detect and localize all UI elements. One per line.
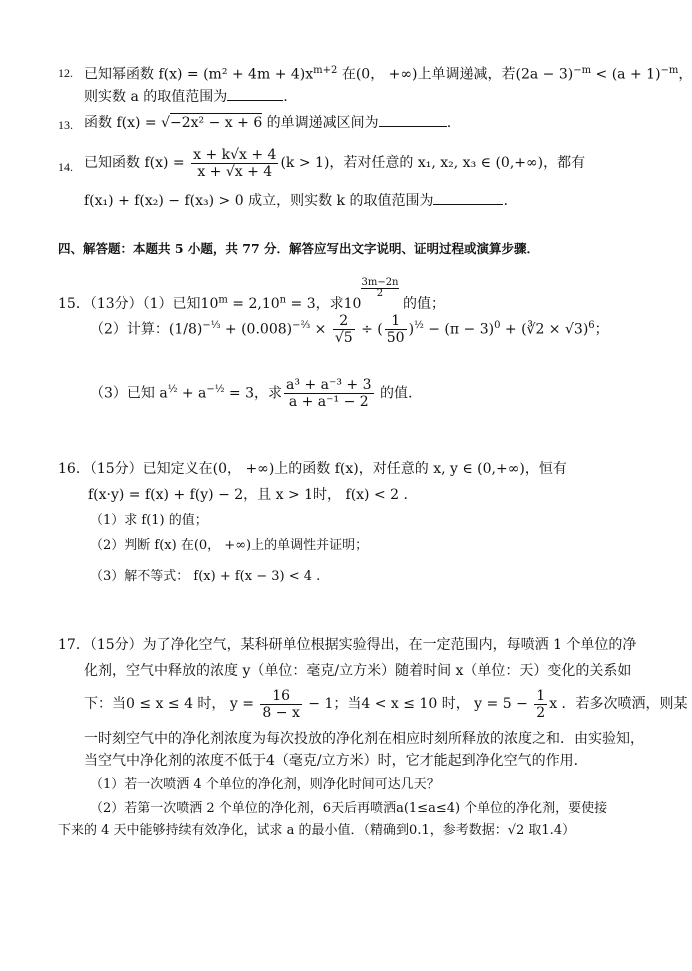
q15-p2-expr-1: (1/8) — [168, 321, 203, 338]
q15-p2-expr-5: − (π − 3) — [423, 321, 495, 338]
q15-exponent-fraction — [361, 278, 398, 299]
q14-fraction-denominator: x + √x + 4 — [197, 163, 273, 180]
q14-fraction — [191, 147, 278, 180]
q15-p2-exp-2: −⅔ — [292, 320, 311, 331]
question-16-part-3: （3）解不等式： f(x) + f(x − 3) < 4 . — [90, 569, 321, 584]
q13-text-pre: 函数 f(x) = — [84, 115, 162, 131]
q15-p2-fraction-1 — [333, 313, 355, 346]
question-number: 13. — [58, 118, 73, 132]
q15-p2-exp-3: ½ — [414, 320, 424, 331]
q14-fraction-numerator: x + k√x + 4 — [193, 146, 277, 163]
q12-text-a: 已知幂函数 f(x) = (m² + 4m + 4)x — [84, 66, 314, 83]
q14-text-pre: 已知函数 f(x) = — [84, 155, 190, 171]
question-12-line-1 — [84, 62, 692, 84]
question-15-part-3 — [90, 370, 412, 414]
q15-p2-expr-4: ÷ — [356, 321, 378, 338]
q15-mid-1: = 2,10 — [227, 296, 280, 312]
question-17-line-5: 当空气中净化剂的浓度不低于4（毫克/立方米）时，它才能起到净化空气的作用． — [84, 753, 588, 769]
q15-head: 15．（13分）（1）已知10 — [58, 296, 219, 312]
question-17-line-2: 化剂，空气中释放的浓度 y（单位：毫克/立方米）随着时间 x（单位：天）变化的关系如 — [84, 663, 632, 679]
question-17-line-3 — [84, 684, 688, 724]
q15-p3-fraction — [284, 377, 373, 410]
question-17-line-1: 17．（15分）为了净化空气，某科研单位根据实验得出，在一定范围内，每喷洒 1 个单位的净 — [58, 637, 637, 653]
question-12-line-2 — [84, 88, 288, 106]
q15-p2-f2-top: 1 — [385, 313, 407, 330]
q15-exp-n: n — [279, 294, 287, 306]
q13-text-post: 的单调递减区间为 — [262, 115, 379, 131]
q17-f1-top: 16 — [260, 688, 301, 705]
q15-exp-frac-top: 3m−2n — [361, 277, 399, 288]
q12-exponent-2: −m — [573, 65, 592, 76]
q15-p2-expr-3: × — [310, 321, 331, 338]
q12-text-c: < (a + 1) — [591, 66, 661, 83]
question-16-part-1: （1）求 f(1) 的值； — [90, 513, 208, 528]
q17-fraction-2 — [534, 688, 547, 721]
q15-mid-2: = 3，求10 — [286, 296, 362, 312]
question-number: 14. — [58, 160, 73, 174]
answer-blank[interactable] — [433, 192, 503, 205]
q12-text-d: ， — [678, 66, 692, 83]
q15-p2-label: （2）计算： — [90, 321, 169, 338]
q15-p2-expr-6: + (∛2 × √3) — [500, 321, 589, 338]
section-heading: 四、解答题：本题共 5 小题，共 77 分．解答应写出文字说明、证明过程或演算步骤． — [58, 241, 540, 256]
q17-l3-text-c: x ．若多次喷洒，则某 — [549, 696, 688, 712]
question-13-line: 函数 f(x) = √−2x² − x + 6 的单调递减区间为 . — [84, 115, 452, 131]
question-14-line-2 — [84, 192, 508, 210]
question-16-line-2: f(x·y) = f(x) + f(y) − 2，且 x > 1时， f(x) < 2 . — [88, 487, 408, 503]
q15-p2-f2-bottom: 50 — [386, 330, 405, 347]
question-17-part-2a: （2）若第一次喷洒 2 个单位的净化剂，6天后再喷洒a(1≤a≤4) 个单位的净化剂，要使接 — [90, 801, 608, 816]
question-15-part-2: （2）计算：$(1/8)^{-\frac{1}{3}} + (0.008)^{-\frac{2}{3}}$ × $\frac{2}{√5}$ ÷ ( $\frac{1}{50}$ )$^{\frac{1}{2}} - (\pi - 3)^0$ + (∛2 × √3)$^6$； — [90, 313, 609, 347]
q15-p2-f1-bottom: √5 — [334, 330, 353, 347]
q15-p2-fraction-2 — [385, 313, 407, 346]
q12-text-b: 在(0， +∞)上单调递减，若(2a − 3) — [337, 66, 574, 83]
q15-exp-m: m — [218, 294, 228, 306]
q15-p2-exp-4: 0 — [494, 320, 501, 331]
q15-p3-denominator: a + a⁻¹ − 2 — [288, 394, 369, 411]
q12-prompt: 则实数 a 的取值范围为 — [84, 89, 228, 105]
question-16-head: 16．（15分）已知定义在(0， +∞)上的函数 f(x)，对任意的 x, y ∈ (0,+∞)，恒有 — [58, 461, 567, 477]
q12-exponent-1: m+2 — [313, 65, 338, 76]
question-number: 12. — [58, 66, 73, 80]
q12-exponent-3: −m — [660, 65, 679, 76]
answer-blank[interactable] — [227, 88, 283, 101]
q17-l3-text-b: − 1；当4 < x ≤ 10 时， y = 5 − — [303, 696, 533, 712]
q13-radicand: −2x² − x + 6 — [170, 115, 263, 131]
q15-p2-end: ； — [594, 321, 609, 338]
question-14-line-1 — [84, 146, 585, 180]
q15-exp-frac-bottom: 2 — [376, 288, 384, 299]
q15-p3-mid: + a — [177, 385, 207, 402]
q15-tail: 的值； — [398, 296, 445, 312]
q15-p3-end: 的值. — [375, 385, 413, 402]
q15-p3-numerator: a³ + a⁻³ + 3 — [286, 377, 372, 394]
q17-f2-top: 1 — [536, 687, 546, 704]
q17-l3-text-a: 下：当0 ≤ x ≤ 4 时， y = — [84, 696, 259, 712]
q15-p2-expr-2: + (0.008) — [220, 321, 293, 338]
q17-fraction-1 — [260, 688, 301, 721]
q12-period: . — [283, 89, 288, 105]
answer-blank[interactable] — [379, 114, 447, 127]
question-17-line-4: 一时刻空气中的净化剂浓度为每次投放的净化剂在相应时刻所释放的浓度之和．由实验知， — [84, 731, 644, 747]
q15-p2-f1-top: 2 — [333, 313, 355, 330]
q15-p3-exp-1: ½ — [167, 384, 178, 395]
q14-period: . — [503, 193, 508, 209]
q15-p2-exp-5: 6 — [588, 320, 595, 331]
q14-prompt: f(x₁) + f(x₂) − f(x₃) > 0 成立，则实数 k 的取值范围为 — [84, 193, 434, 209]
question-17-part-2b: 下来的 4 天中能够持续有效净化，试求 a 的最小值．（精确到0.1，参考数据：√2 取1.4） — [58, 823, 576, 838]
q17-f1-bottom: 8 − x — [262, 704, 300, 721]
q15-p3-exp-2: −½ — [206, 384, 225, 395]
q17-f2-bottom: 2 — [536, 704, 546, 721]
q15-p2-exp-1: −⅓ — [202, 320, 221, 331]
question-17-part-1: （1）若一次喷洒 4 个单位的净化剂，则净化时间可达几天？ — [90, 777, 440, 792]
q14-text-mid: (k > 1)，若对任意的 x₁, x₂, x₃ ∈ (0,+∞)，都有 — [280, 155, 586, 171]
q15-p3-mid-2: = 3，求 — [224, 385, 283, 402]
q13-period: . — [446, 115, 452, 131]
q15-p3-label: （3）已知 a — [90, 385, 168, 402]
question-16-part-2: （2）判断 f(x) 在(0， +∞)上的单调性并证明； — [90, 538, 369, 553]
